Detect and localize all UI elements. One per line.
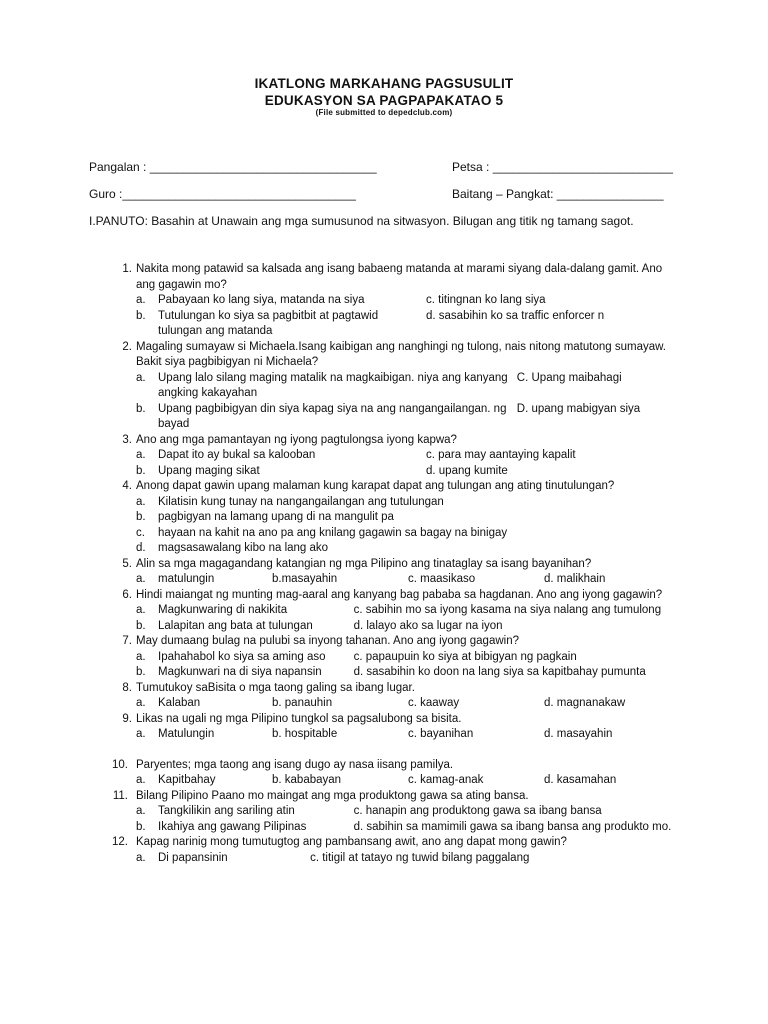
choice-letter: a. <box>136 650 146 663</box>
choice-letter: b. <box>136 511 146 523</box>
choice-c[interactable] <box>408 448 680 464</box>
choice-text: Upang maging sikat <box>158 464 260 477</box>
choice-b[interactable] <box>136 464 408 480</box>
choice-d[interactable] <box>517 402 680 433</box>
choice-text: c. maasikaso <box>408 573 476 585</box>
choice-text: d. sasabihin ko doon na lang siya sa kapitbahay pumunta <box>353 666 646 678</box>
choice-c[interactable] <box>354 650 680 666</box>
question-text: Ano ang mga pamantayan ng iyong pagtulongsa iyong kapwa? <box>136 433 457 446</box>
choice-letter: b. <box>136 619 146 632</box>
choice-text: Ikahiya ang gawang Pilipinas <box>158 820 307 833</box>
choice-text: d. magnanakaw <box>544 697 626 709</box>
question-number: 2. <box>122 340 132 353</box>
question-item <box>110 557 680 588</box>
choice-text: Pabayaan ko lang siya, matanda na siya <box>158 294 365 306</box>
choice-b[interactable] <box>136 820 354 836</box>
choice-text: c. papaupuin ko siya at bibigyan ng pagkain <box>353 650 577 663</box>
choice-c[interactable] <box>136 526 680 542</box>
choice-text: b.masayahin <box>272 573 338 585</box>
choice-c[interactable] <box>408 696 544 712</box>
question-text: Bilang Pilipino Paano mo maingat ang mga produktong gawa sa ating bansa. <box>136 789 529 802</box>
choice-text: Tangkilikin ang sariling atin <box>158 805 295 817</box>
name-field[interactable]: Pangalan : __________________________________ <box>89 160 377 174</box>
date-field[interactable]: Petsa : ___________________________ <box>452 160 673 174</box>
choice-letter: a. <box>136 371 146 384</box>
choice-text: magsasawalang kibo na lang ako <box>158 542 329 554</box>
choice-d[interactable] <box>354 619 680 635</box>
choice-text: Di papansinin <box>158 851 228 864</box>
choice-text: Kilatisin kung tunay na nangangailangan ang tutulungan <box>158 495 444 508</box>
choice-a[interactable] <box>136 293 408 309</box>
exam-title: IKATLONG MARKAHANG PAGSUSULIT <box>254 76 514 91</box>
choice-letter: a. <box>136 449 146 461</box>
choice-d[interactable] <box>408 309 680 340</box>
choice-text: hayaan na kahit na ano pa ang knilang gagawin sa bagay na binigay <box>158 526 508 539</box>
choice-text: c. sabihin mo sa iyong kasama na siya nalang ang tumulong <box>353 604 662 616</box>
choice-letter: a. <box>136 495 146 508</box>
choice-b[interactable] <box>136 510 680 526</box>
choice-letter: a. <box>136 697 146 709</box>
choice-letter: b. <box>136 820 146 833</box>
question-number: 9. <box>122 712 132 725</box>
choice-letter: a. <box>136 805 146 817</box>
choice-text: Magkunwari na di siya napansin <box>158 666 322 678</box>
question-number: 6. <box>122 588 132 601</box>
choice-c[interactable] <box>408 572 544 588</box>
choice-c[interactable] <box>354 804 680 820</box>
question-number: 10. <box>112 758 128 771</box>
source-note: (File submitted to depedclub.com) <box>315 108 453 117</box>
choice-text: d. masayahin <box>544 728 613 740</box>
choice-text: Dapat ito ay bukal sa kalooban <box>158 449 316 461</box>
choice-b[interactable] <box>136 402 517 433</box>
choice-text: d. lalayo ako sa lugar na iyon <box>353 619 503 632</box>
choice-text: C. Upang maibahagi <box>516 371 622 384</box>
choice-text: d. sasabihin ko sa traffic enforcer n <box>426 309 605 322</box>
question-text: Alin sa mga magagandang katangian ng mga Pilipino ang tinataglay sa isang bayanihan? <box>136 557 592 570</box>
choice-b[interactable] <box>272 696 408 712</box>
choice-b[interactable] <box>136 309 408 340</box>
choice-d[interactable] <box>354 820 680 836</box>
question-item <box>110 758 680 789</box>
grade-section-field[interactable]: Baitang – Pangkat: ________________ <box>452 187 664 201</box>
choice-d[interactable] <box>136 541 680 557</box>
question-item <box>110 712 680 743</box>
choice-letter: a. <box>136 728 146 740</box>
question-number: 3. <box>122 433 132 446</box>
choice-letter: a. <box>136 851 146 864</box>
question-text: Magaling sumayaw si Michaela.Isang kaibigan ang nanghingi ng tulong, nais nitong matutong sumayaw. Bakit siya pagbibigyan ni Michaela? <box>136 340 666 368</box>
choice-b[interactable] <box>272 727 408 743</box>
question-text: Kapag narinig mong tumutugtog ang pambansang awit, ano ang dapat mong gawin? <box>136 836 567 848</box>
subject-title: EDUKASYON SA PAGPAPAKATAO 5 <box>264 93 504 108</box>
choice-text: b. hospitable <box>272 728 338 740</box>
choice-letter: d. <box>136 542 146 554</box>
choice-text: c. para may aantaying kapalit <box>426 449 576 461</box>
choice-letter: b. <box>136 402 146 415</box>
choice-text: d. upang kumite <box>426 464 508 477</box>
choice-letter: b. <box>136 464 146 477</box>
question-item <box>110 835 680 866</box>
question-item <box>110 789 680 836</box>
choice-c[interactable] <box>408 727 544 743</box>
question-number: 8. <box>122 681 132 694</box>
question-item <box>110 340 680 433</box>
choice-letter: a. <box>136 604 146 616</box>
choice-text: Matulungin <box>158 728 215 740</box>
question-text: May dumaang bulag na pulubi sa inyong tahanan. Ano ang iyong gagawin? <box>136 635 519 647</box>
choice-text: c. bayanihan <box>408 728 474 740</box>
question-text: Anong dapat gawin upang malaman kung karapat dapat ang tulungan ang ating tinutulungan? <box>136 480 615 492</box>
choice-text: Ipahahabol ko siya sa aming aso <box>158 650 326 663</box>
choice-text: b. kababayan <box>272 774 342 786</box>
choice-text: pagbigyan na lamang upang di na mangulit pa <box>158 511 394 523</box>
choice-c[interactable] <box>310 851 636 867</box>
choice-d[interactable] <box>408 464 680 480</box>
choice-text: matulungin <box>158 573 215 585</box>
choice-text: c. kaaway <box>408 697 460 709</box>
choice-c[interactable] <box>354 603 680 619</box>
choice-c[interactable] <box>408 293 680 309</box>
choice-a[interactable] <box>136 696 272 712</box>
choice-letter: a. <box>136 774 146 786</box>
question-text: Hindi maiangat ng munting mag-aaral ang kanyang bag pababa sa hagdanan. Ano ang iyong gagawin? <box>136 588 663 601</box>
question-item <box>110 262 680 340</box>
instructions: I.PANUTO: Basahin at Unawain ang mga sumusunod na sitwasyon. Bilugan ang titik ng tamang sagot. <box>89 214 634 228</box>
choice-c[interactable] <box>408 773 544 789</box>
choice-a[interactable] <box>136 773 272 789</box>
choice-a[interactable] <box>136 572 272 588</box>
question-number: 11. <box>112 789 128 802</box>
choice-text: Kalaban <box>158 697 201 709</box>
question-number: 1. <box>122 263 132 275</box>
choice-text: c. titingnan ko lang siya <box>426 294 546 306</box>
question-item <box>110 588 680 635</box>
question-item <box>110 634 680 681</box>
choice-b[interactable] <box>272 572 408 588</box>
choice-text: d. malikhain <box>544 573 606 585</box>
choice-c[interactable] <box>517 371 680 402</box>
choice-text: c. titigil at tatayo ng tuwid bilang paggalang <box>310 851 530 864</box>
choice-letter: c. <box>136 526 145 539</box>
choice-a[interactable] <box>136 603 354 619</box>
choice-text: Upang pagbibigyan din siya kapag siya na ang nangangailangan. ng bayad <box>158 402 507 430</box>
choice-a[interactable] <box>136 448 408 464</box>
choice-a[interactable] <box>136 650 354 666</box>
choice-d[interactable] <box>544 696 680 712</box>
choice-text: Tutulungan ko siya sa pagbitbit at pagtawid tulungan ang matanda <box>158 309 379 337</box>
question-number: 12. <box>112 836 128 848</box>
choice-b[interactable] <box>136 619 354 635</box>
choice-a[interactable] <box>136 495 680 511</box>
question-text: Nakita mong patawid sa kalsada ang isang babaeng matanda at marami siyang dala-dalang gamit. Ano ang gagawin mo? <box>136 263 663 291</box>
question-number: 4. <box>122 480 132 492</box>
choice-a[interactable] <box>136 804 354 820</box>
choice-d[interactable] <box>544 572 680 588</box>
choice-text: Lalapitan ang bata at tulungan <box>158 619 313 632</box>
choice-d[interactable] <box>544 773 680 789</box>
choice-d[interactable] <box>544 727 680 743</box>
choice-text: Upang lalo silang maging matalik na magkaibigan. niya ang kanyang angking kakayahan <box>158 371 508 399</box>
question-item <box>110 433 680 480</box>
teacher-field[interactable]: Guro :___________________________________ <box>89 187 356 201</box>
choice-text: c. kamag-anak <box>408 774 484 786</box>
choice-letter: a. <box>136 573 146 585</box>
choice-text: d. kasamahan <box>544 774 617 786</box>
choice-a[interactable] <box>136 371 517 402</box>
question-text: Tumutukoy saBisita o mga taong galing sa ibang lugar. <box>136 681 415 694</box>
choice-b[interactable] <box>136 665 354 681</box>
choice-text: Kapitbahay <box>158 774 216 786</box>
choice-b[interactable] <box>272 773 408 789</box>
choice-d[interactable] <box>354 665 680 681</box>
question-text: Paryentes; mga taong ang isang dugo ay nasa iisang pamilya. <box>136 758 454 771</box>
choice-text: c. hanapin ang produktong gawa sa ibang bansa <box>353 805 602 817</box>
choice-text: Magkunwaring di nakikita <box>158 604 288 616</box>
choice-text: b. panauhin <box>272 697 333 709</box>
choice-letter: b. <box>136 666 146 678</box>
choice-text: D. upang mabigyan siya <box>516 402 641 415</box>
choice-letter: a. <box>136 294 146 306</box>
question-number: 5. <box>122 557 132 570</box>
question-list <box>110 262 680 866</box>
question-item <box>110 681 680 712</box>
choice-text: d. sabihin sa mamimili gawa sa ibang bansa ang produkto mo. <box>353 820 672 833</box>
question-item <box>110 479 680 557</box>
choice-a[interactable] <box>136 727 272 743</box>
question-number: 7. <box>122 635 132 647</box>
choice-letter: b. <box>136 309 146 322</box>
question-text: Likas na ugali ng mga Pilipino tungkol sa pagsalubong sa bisita. <box>136 712 462 725</box>
